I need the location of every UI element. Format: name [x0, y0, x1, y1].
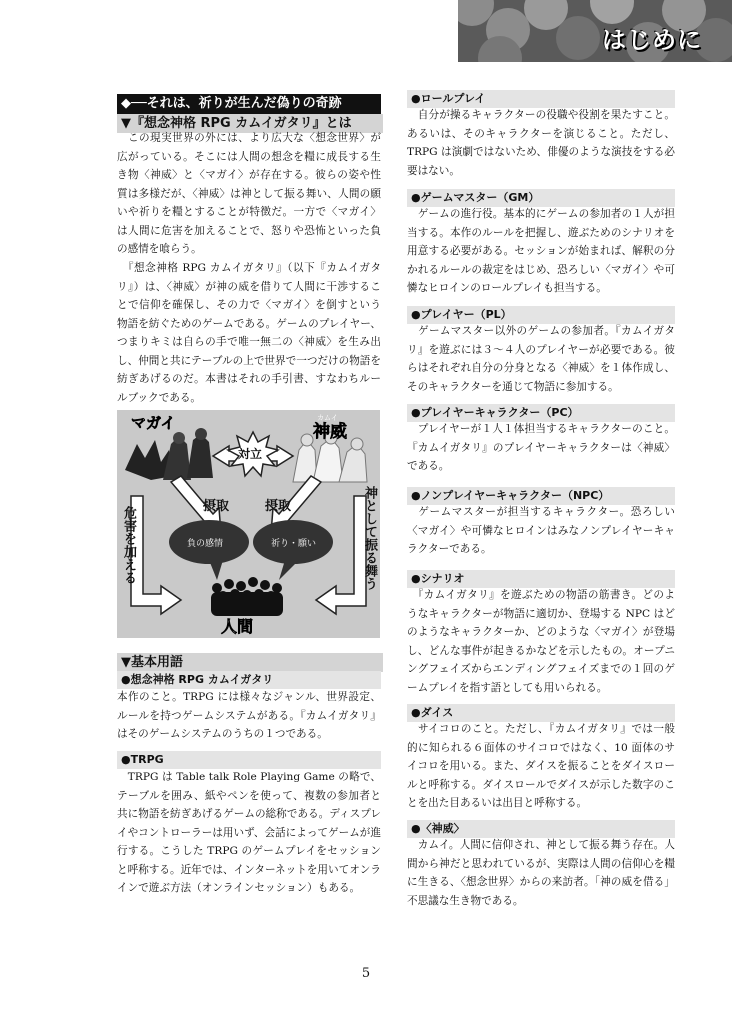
magai-figures: [125, 428, 213, 480]
harm-vertical-label: 危害を加える: [121, 506, 136, 584]
term-body: ゲームマスター以外のゲームの参加者。『カムイガタリ』を遊ぶには３～４人のプレイヤーが必要である。彼らはそれぞれ自分の分身となる〈神威〉を１体作成し、そのキャラクターを通じて物語に参加する。: [407, 325, 675, 393]
term-title: ●ロールプレイ: [407, 90, 675, 108]
intro-paragraph-1: この現実世界の外には、より広大な〈想念世界〉が広がっている。そこには人間の想念を糧に成長する生き物〈神威〉と〈マガイ〉が存在する。彼らの姿や性質は多様だが、〈神威〉は神として振る舞い、人間の願いや祈りを糧とすることが特徴だ。一方で〈マガイ〉は人間に危害を加えることで、怒りや恐怖といった負の感情を喰らう。: [117, 132, 381, 255]
chapter-title: はじめに: [602, 26, 702, 54]
diagram-svg: [117, 410, 380, 638]
term-body: サイコロのこと。ただし、『カムイガタリ』では一般的に知られる６面体のサイコロではなく、10 面体のサイコロを用いる。また、ダイスを振ることをダイスロールと呼称する。ダイスロールでダイスが示した数字のことを出た目あるいは出目と呼称する。: [407, 723, 675, 809]
term-title: ●ゲームマスター（GM）: [407, 189, 675, 207]
term-title: ●TRPG: [117, 751, 381, 769]
term-title: ●プレイヤーキャラクター（PC）: [407, 404, 675, 422]
kamui-label: 神威: [313, 422, 347, 442]
term-title: ●〈神威〉: [407, 820, 675, 838]
opposition-label: 対立: [238, 447, 263, 461]
negative-emotion-label: 負の感情: [187, 539, 224, 549]
kamui-ruby: カムイ: [317, 414, 338, 422]
prayer-label: 祈り・願い: [271, 539, 317, 549]
tab-dot: [556, 16, 600, 60]
chapter-tab: [458, 0, 732, 62]
term-body: カムイ。人間に信仰され、神として振る舞う存在。人間から神だと思われているが、実際は人間の信仰心を糧に生きる、〈想念世界〉からの来訪者。「神の威を借る」不思議な生き物である。: [407, 839, 675, 907]
intake-left-label: 摂取: [203, 499, 230, 514]
term-body: 自分が操るキャラクターの役職や役割を果たすこと。あるいは、そのキャラクターを演じること。ただし、TRPG は演劇ではないため、俳優のような演技をする必要はない。: [407, 109, 675, 177]
intake-right-label: 摂取: [265, 499, 292, 514]
relationship-diagram: [117, 410, 380, 638]
term-body: 『カムイガタリ』を遊ぶための物語の筋書き。どのようなキャラクターが物語に適切か、登場する NPC はどのようなキャラクターか、どのような〈マガイ〉が登場し、どんな事件が起きるかなどを示したもの。オープニングフェイズからエンディングフェイズまでの１回のゲームプレイを指す語としても用いられる。: [407, 589, 675, 694]
term-body: ゲームの進行役。基本的にゲームの参加者の１人が担当する。本作のルールを把握し、遊ぶためのシナリオを用意する必要がある。セッションが始まれば、解釈の分かれるルールの裁定をはじめ、恐ろしい〈マガイ〉や可憐なヒロインのロールプレイも担当する。: [407, 208, 675, 294]
human-label: 人間: [221, 617, 254, 636]
term-body: TRPG は Table talk Role Playing Game の略で、テーブルを囲み、紙やペンを使って、複数の参加者と共に物語を紡ぎあげるゲームの総称である。ディスプレイやコントローラーは用いず、会話によってゲームが進行する。こうした TRPG のゲームプレイをセッションと呼称する。近年では、インターネットを用いてオンラインで遊ぶ方法（オンラインセッション）もある。: [117, 771, 381, 894]
term-title: ●ノンプレイヤーキャラクター（NPC）: [407, 487, 675, 505]
crowd-silhouette: [211, 577, 283, 616]
divine-vertical-label: 神として振る舞う: [362, 486, 377, 590]
subheading-about: ▼『想念神格 RPG カムイガタリ』とは: [117, 114, 383, 133]
term-title: ●シナリオ: [407, 570, 675, 588]
basic-terms-heading: ▼基本用語: [117, 653, 383, 672]
term-body: 本作のこと。TRPG には様々なジャンル、世界設定、ルールを持つゲームシステムがある。『カムイガタリ』はそのゲームシステムのうちの１つである。: [117, 691, 381, 740]
term-body: プレイヤーが１人１体担当するキャラクターのこと。『カムイガタリ』のプレイヤーキャラクターは〈神威〉である。: [407, 423, 675, 472]
term-title: ●プレイヤー（PL）: [407, 306, 675, 324]
section-title: ◆──それは、祈りが生んだ偽りの奇跡: [117, 94, 381, 114]
page-number: 5: [361, 966, 371, 981]
term-body: ゲームマスターが担当するキャラクター。恐ろしい〈マガイ〉や可憐なヒロインはみなノンプレイヤーキャラクターである。: [407, 506, 675, 555]
magai-label: マガイ: [131, 414, 176, 432]
intro-paragraph-2: 『想念神格 RPG カムイガタリ』（以下『カムイガタリ』）は、〈神威〉が神の威を借りて人間に干渉することで信仰を確保し、その力で〈マガイ〉を倒すという物語を紡ぐためのゲームである。ゲームのプレイヤー、つまりキミは自らの手で唯一無二の〈神威〉を生み出し、仲間と共にテーブルの上で世界で一つだけの物語を紡ぎあげるのだ。本書はそれの手引書、すなわちルールブックである。: [117, 262, 381, 404]
term-title: ●想念神格 RPG カムイガタリ: [117, 671, 381, 689]
term-title: ●ダイス: [407, 704, 675, 722]
